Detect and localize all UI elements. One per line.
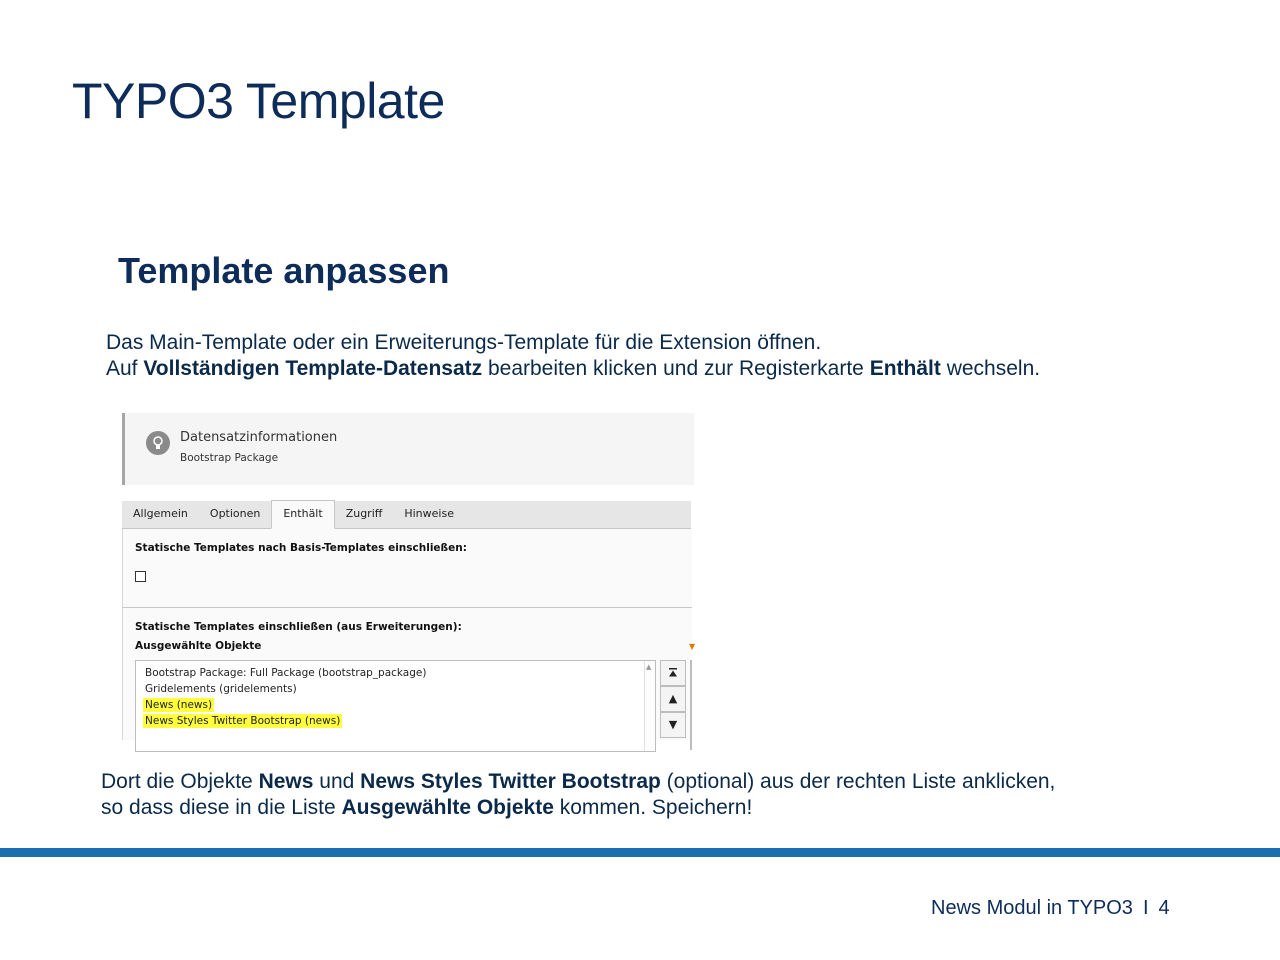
slide-footer bbox=[931, 897, 1170, 920]
selected-items-list[interactable] bbox=[135, 660, 656, 752]
footer-label: News Modul in TYPO3 bbox=[931, 897, 1133, 919]
typo3-screenshot bbox=[122, 413, 696, 740]
outro-bold-selected: Ausgewählte Objekte bbox=[341, 796, 554, 819]
page-number: 4 bbox=[1158, 897, 1170, 919]
outro-l2-post: kommen. Speichern! bbox=[553, 796, 753, 819]
lightbulb-icon bbox=[146, 431, 170, 455]
list-scrollbar[interactable] bbox=[644, 661, 655, 751]
intro-bold-tab: Enthält bbox=[869, 357, 941, 380]
available-list-edge bbox=[690, 660, 692, 750]
intro-line-2 bbox=[106, 356, 1040, 382]
move-to-top-icon bbox=[667, 667, 679, 679]
list-item[interactable]: Gridelements (gridelements) bbox=[145, 683, 297, 695]
tab-zugriff[interactable]: Zugriff bbox=[345, 507, 383, 520]
scroll-up-arrow-icon[interactable]: ▲ bbox=[646, 663, 652, 671]
intro-line-2-mid: bearbeiten klicken und zur Registerkarte bbox=[482, 357, 870, 380]
footer-divider-bar bbox=[0, 848, 1280, 857]
outro-l2-pre: so dass diese in die Liste bbox=[101, 796, 342, 819]
move-down-button[interactable] bbox=[660, 712, 686, 738]
move-up-icon: ▲ bbox=[668, 692, 678, 705]
tab-allgemein[interactable]: Allgemein bbox=[133, 507, 188, 520]
tab-hinweise[interactable]: Hinweise bbox=[404, 507, 454, 520]
outro-text bbox=[101, 769, 1055, 821]
intro-text bbox=[106, 330, 1040, 382]
list-item[interactable]: Bootstrap Package: Full Package (bootstrap_package) bbox=[145, 667, 427, 679]
tab-enthaelt[interactable]: Enthält bbox=[271, 500, 334, 529]
outro-line-1 bbox=[101, 769, 1055, 795]
outro-l1-pre: Dort die Objekte bbox=[101, 770, 259, 793]
slide-title: TYPO3 Template bbox=[72, 73, 445, 129]
footer-separator: I bbox=[1142, 897, 1149, 919]
record-info-box bbox=[122, 413, 694, 485]
move-to-top-button[interactable] bbox=[660, 660, 686, 686]
list-item-highlighted[interactable]: News Styles Twitter Bootstrap (news) bbox=[145, 715, 341, 727]
intro-bold-template-record: Vollständigen Template-Datensatz bbox=[143, 357, 483, 380]
outro-l1-mid: und bbox=[313, 770, 361, 793]
static-templates-section bbox=[122, 608, 696, 740]
basis-templates-label: Statische Templates nach Basis-Templates einschließen: bbox=[135, 542, 467, 554]
record-info-subtitle: Bootstrap Package bbox=[180, 452, 279, 464]
static-templates-label: Statische Templates einschließen (aus Erweiterungen): bbox=[135, 621, 462, 633]
outro-bold-news-styles: News Styles Twitter Bootstrap bbox=[360, 770, 661, 793]
slide-subtitle: Template anpassen bbox=[118, 250, 450, 291]
record-info-title: Datensatzinformationen bbox=[180, 430, 338, 445]
move-down-icon: ▼ bbox=[668, 718, 678, 731]
move-up-button[interactable] bbox=[660, 686, 686, 712]
tab-optionen[interactable]: Optionen bbox=[209, 507, 261, 520]
selected-items-label: Ausgewählte Objekte bbox=[135, 640, 262, 652]
outro-bold-news: News bbox=[258, 770, 314, 793]
required-marker: ▼ bbox=[689, 642, 696, 651]
outro-line-2 bbox=[101, 795, 1055, 821]
intro-line-1: Das Main-Template oder ein Erweiterungs-Template für die Extension öffnen. bbox=[106, 331, 822, 354]
outro-l1-post: (optional) aus der rechten Liste anklicken, bbox=[660, 770, 1056, 793]
intro-line-2-post: wechseln. bbox=[940, 357, 1041, 380]
intro-line-2-pre: Auf bbox=[106, 357, 144, 380]
include-after-basis-checkbox[interactable] bbox=[135, 571, 146, 582]
list-item-highlighted[interactable]: News (news) bbox=[145, 699, 213, 711]
tab-bar bbox=[122, 501, 691, 529]
basis-templates-section bbox=[122, 529, 692, 608]
